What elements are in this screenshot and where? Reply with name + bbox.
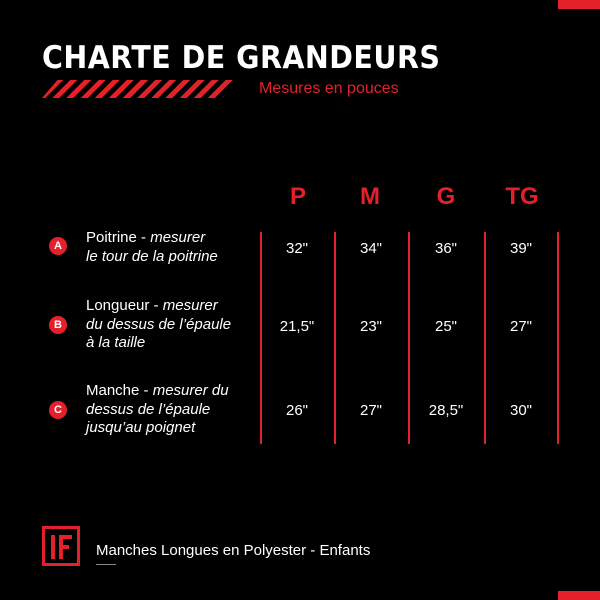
table-cell: 25" [434, 318, 457, 335]
size-header-tg: TG [505, 183, 539, 210]
page-title: CHARTE DE GRANDEURS [42, 40, 441, 76]
size-header-g: G [436, 183, 456, 210]
hazard-stripes-decoration [42, 80, 236, 98]
measurement-label-length: Longueur - mesurer du dessus de l’épaule à la taille [86, 297, 232, 351]
brand-logo-icon [42, 526, 80, 566]
table-cell: 34" [359, 240, 382, 257]
row-badge-a: A [49, 237, 67, 255]
measurement-hint: jusqu’au poignet [86, 419, 196, 436]
measurement-hint: mesurer [150, 229, 206, 246]
table-cell: 28,5" [428, 402, 464, 419]
table-cell: 32" [285, 240, 308, 257]
size-header-p: P [289, 183, 306, 210]
table-cell: 26" [285, 402, 308, 419]
size-header-m: M [360, 183, 380, 210]
measurement-hint: le tour de la poitrine [86, 247, 218, 265]
row-badge-c: C [49, 401, 67, 419]
table-cell: 39" [509, 240, 532, 257]
table-cell: 30" [509, 402, 532, 419]
table-cell: 21,5" [279, 318, 315, 335]
measurement-name: Longueur [86, 297, 150, 314]
measurement-label-chest: Poitrine - mesurer le tour de la poitrine [86, 229, 218, 265]
measurement-hint: du dessus de l’épaule [86, 315, 232, 333]
footer-underline [96, 564, 116, 565]
table-cell: 27" [509, 318, 532, 335]
measurement-name: Poitrine [86, 229, 137, 246]
measurement-hint: mesurer [162, 297, 218, 314]
measurement-hint: dessus de l’épaule [86, 400, 211, 418]
page-subtitle: Mesures en pouces [259, 80, 399, 97]
row-badge-b: B [49, 316, 67, 334]
measurement-name: Manche [86, 382, 140, 399]
product-name: Manches Longues en Polyester - Enfants [96, 542, 371, 559]
measurement-hint: à la taille [86, 334, 146, 351]
measurement-label-sleeve: Manche - mesurer du dessus de l’épaule jusqu’au poignet [86, 382, 229, 436]
corner-accent-top [558, 0, 600, 9]
measurement-hint: mesurer du [152, 382, 229, 399]
table-cell: 23" [359, 318, 382, 335]
corner-accent-bottom [558, 591, 600, 600]
table-cell: 27" [359, 402, 382, 419]
table-cell: 36" [434, 240, 457, 257]
